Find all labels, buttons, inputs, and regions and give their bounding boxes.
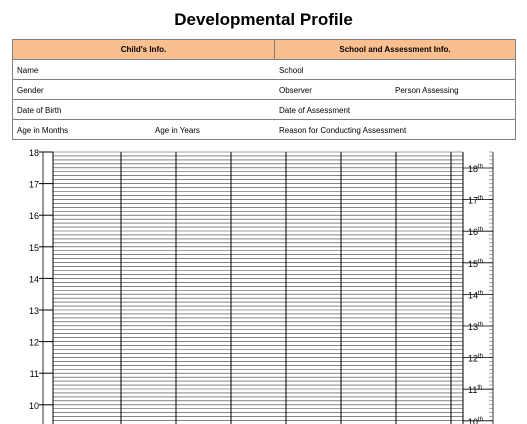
school-assessment-header: School and Assessment Info. xyxy=(339,45,451,54)
date-of-assessment-label: Date of Assessment xyxy=(279,106,351,115)
observer-label: Observer xyxy=(279,86,312,95)
date-of-birth-label: Date of Birth xyxy=(17,106,62,115)
childs-info-header: Child's Info. xyxy=(13,40,275,59)
left-axis-tick-label: 13 xyxy=(28,306,39,316)
right-axis-ordinal-label: 13th xyxy=(468,322,484,332)
left-axis-tick-label: 15 xyxy=(28,242,39,253)
right-axis-ordinal-label: 11th xyxy=(468,385,483,396)
school-label: School xyxy=(279,66,304,75)
age-in-months-label: Age in Months xyxy=(17,126,69,135)
right-axis-ordinal-label: 17th xyxy=(468,195,484,206)
grid-lines xyxy=(43,152,493,424)
right-axis-ordinal-label: 14th xyxy=(468,290,484,301)
left-axis-tick-label: 17 xyxy=(28,179,39,190)
right-axis-ordinal-label: 18th xyxy=(468,164,484,174)
gender-label: Gender xyxy=(17,86,44,95)
left-axis-labels xyxy=(29,148,39,411)
left-axis-tick-label: 14 xyxy=(28,274,39,285)
right-axis-ordinal-label: 16th xyxy=(468,227,484,238)
left-axis-tick-label: 11 xyxy=(29,369,39,380)
right-axis-ordinal-label: 15th xyxy=(468,258,484,269)
left-axis-tick-label: 10 xyxy=(28,400,39,411)
tick-layer xyxy=(39,152,493,424)
name-label: Name xyxy=(17,66,39,75)
left-axis-tick-label: 18 xyxy=(28,148,39,158)
left-axis-tick-label: 16 xyxy=(28,211,39,222)
person-assessing-label: Person Assessing xyxy=(395,86,459,95)
left-axis-tick-label: 12 xyxy=(28,337,39,348)
right-axis-labels xyxy=(468,164,483,424)
age-in-years-label: Age in Years xyxy=(155,126,200,135)
page-title: Developmental Profile xyxy=(174,10,353,29)
reason-label: Reason for Conducting Assessment xyxy=(279,126,407,135)
right-axis-ordinal-label: 10th xyxy=(468,416,484,424)
right-axis-ordinal-label: 12th xyxy=(468,353,484,364)
